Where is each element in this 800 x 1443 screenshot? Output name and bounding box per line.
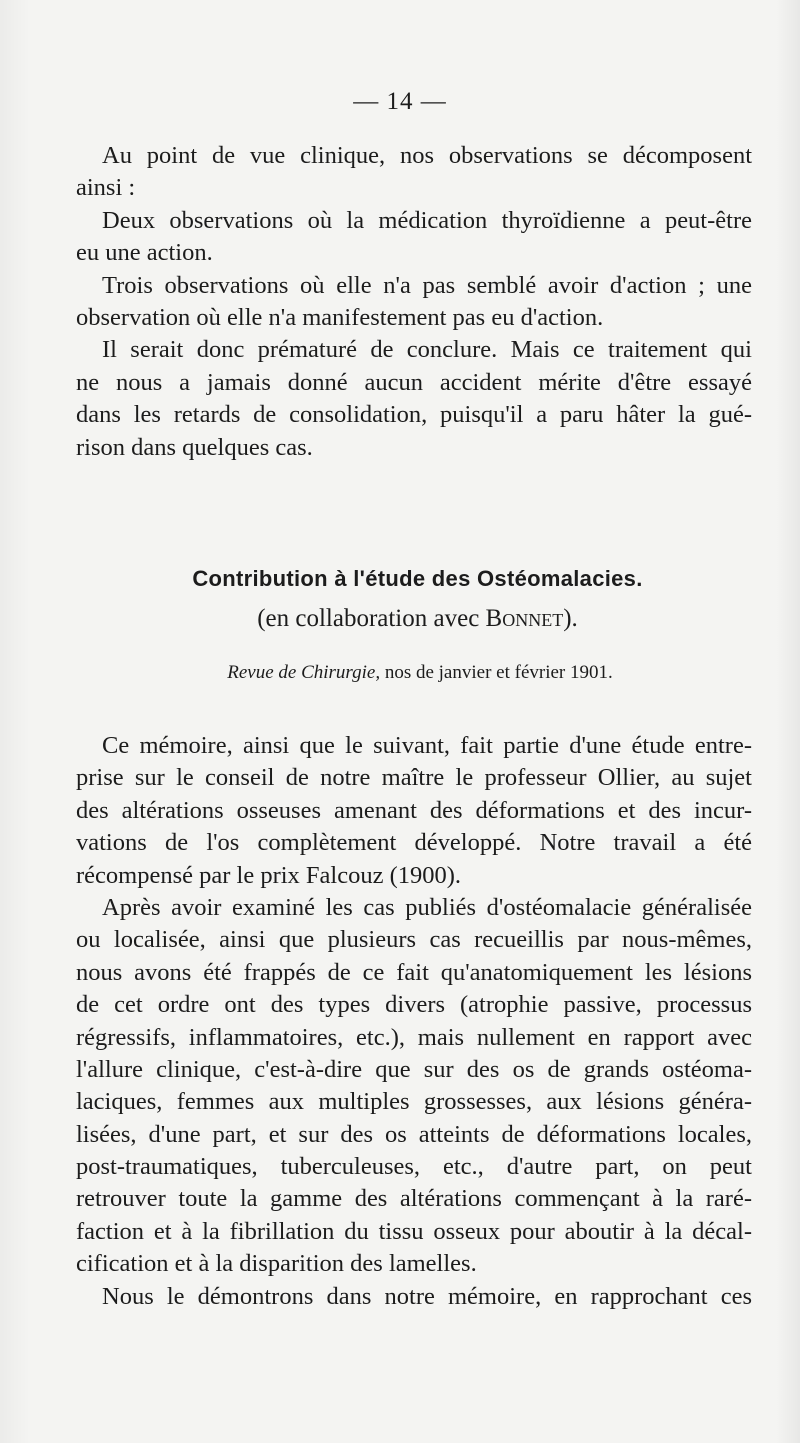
text-line: rison dans quelques cas. bbox=[76, 433, 313, 461]
text-line: cification et à la disparition des lamelles. bbox=[76, 1250, 477, 1278]
text-line: Deux observations où la médication thyroïdienne a peut-être bbox=[102, 206, 752, 234]
text-line: Il serait donc prématuré de conclure. Mais ce traitement qui bbox=[102, 336, 752, 364]
text-line: ainsi : bbox=[76, 174, 136, 202]
text-line: laciques, femmes aux multiples grossesses, aux lésions généra- bbox=[76, 1088, 752, 1116]
text-line: régressifs, inflammatoires, etc.), mais nullement en rapport avec bbox=[76, 1023, 752, 1051]
text-line: Au point de vue clinique, nos observations se décomposent bbox=[102, 142, 752, 169]
text-line: Après avoir examiné les cas publiés d'ostéomalacie généralisée bbox=[102, 893, 752, 921]
text-line: récompensé par le prix Falcouz (1900). bbox=[76, 861, 462, 889]
section-title: Contribution à l'étude des Ostéomalacies. bbox=[192, 566, 643, 591]
collab-name: Bonnet bbox=[485, 605, 564, 632]
text-line: lisées, d'une part, et sur des os atteints de déformations locales, bbox=[76, 1120, 752, 1148]
source-citation bbox=[0, 662, 800, 684]
text-line: retrouver toute la gamme des altérations commençant à la raré- bbox=[76, 1185, 752, 1213]
text-line: ne nous a jamais donné aucun accident mérite d'être essayé bbox=[76, 368, 752, 396]
text-line: l'allure clinique, c'est-à-dire que sur des os de grands ostéoma- bbox=[76, 1055, 752, 1083]
text-line: prise sur le conseil de notre maître le professeur Ollier, au sujet bbox=[76, 764, 752, 792]
source-details: nos de janvier et février 1901. bbox=[380, 662, 613, 683]
intro-text bbox=[76, 140, 752, 464]
page-number: — 14 — bbox=[353, 88, 447, 115]
collab-prefix: (en collaboration avec bbox=[257, 605, 486, 632]
text-line: vations de l'os complètement développé. Notre travail a été bbox=[76, 829, 752, 857]
text-line: nous avons été frappés de ce fait qu'anatomiquement les lésions bbox=[76, 958, 752, 986]
source-journal: Revue de Chirurgie, bbox=[227, 662, 381, 683]
text-line: ou localisée, ainsi que plusieurs cas recueillis par nous-mêmes, bbox=[76, 926, 752, 954]
collab-suffix: ). bbox=[563, 605, 578, 632]
text-line: Nous le démontrons dans notre mémoire, en rapprochant ces bbox=[102, 1282, 752, 1310]
text-line: dans les retards de consolidation, puisqu'il a paru hâter la gué- bbox=[76, 401, 752, 429]
text-line: observation où elle n'a manifestement pas eu d'action. bbox=[76, 303, 604, 331]
text-line: post-traumatiques, tuberculeuses, etc., d'autre part, on peut bbox=[76, 1153, 752, 1181]
text-line: des altérations osseuses amenant des déformations et des incur- bbox=[76, 796, 752, 824]
text-line: Trois observations où elle n'a pas semblé avoir d'action ; une bbox=[102, 271, 752, 299]
section-collaboration bbox=[0, 605, 800, 633]
text-line: de cet ordre ont des types divers (atrophie passive, processus bbox=[76, 991, 752, 1019]
text-line: faction et à la fibrillation du tissu osseux pour aboutir à la décal- bbox=[76, 1217, 752, 1245]
text-line: eu une action. bbox=[76, 239, 213, 267]
text-line: Ce mémoire, ainsi que le suivant, fait partie d'une étude entre- bbox=[102, 732, 752, 759]
body-text bbox=[76, 730, 752, 1313]
